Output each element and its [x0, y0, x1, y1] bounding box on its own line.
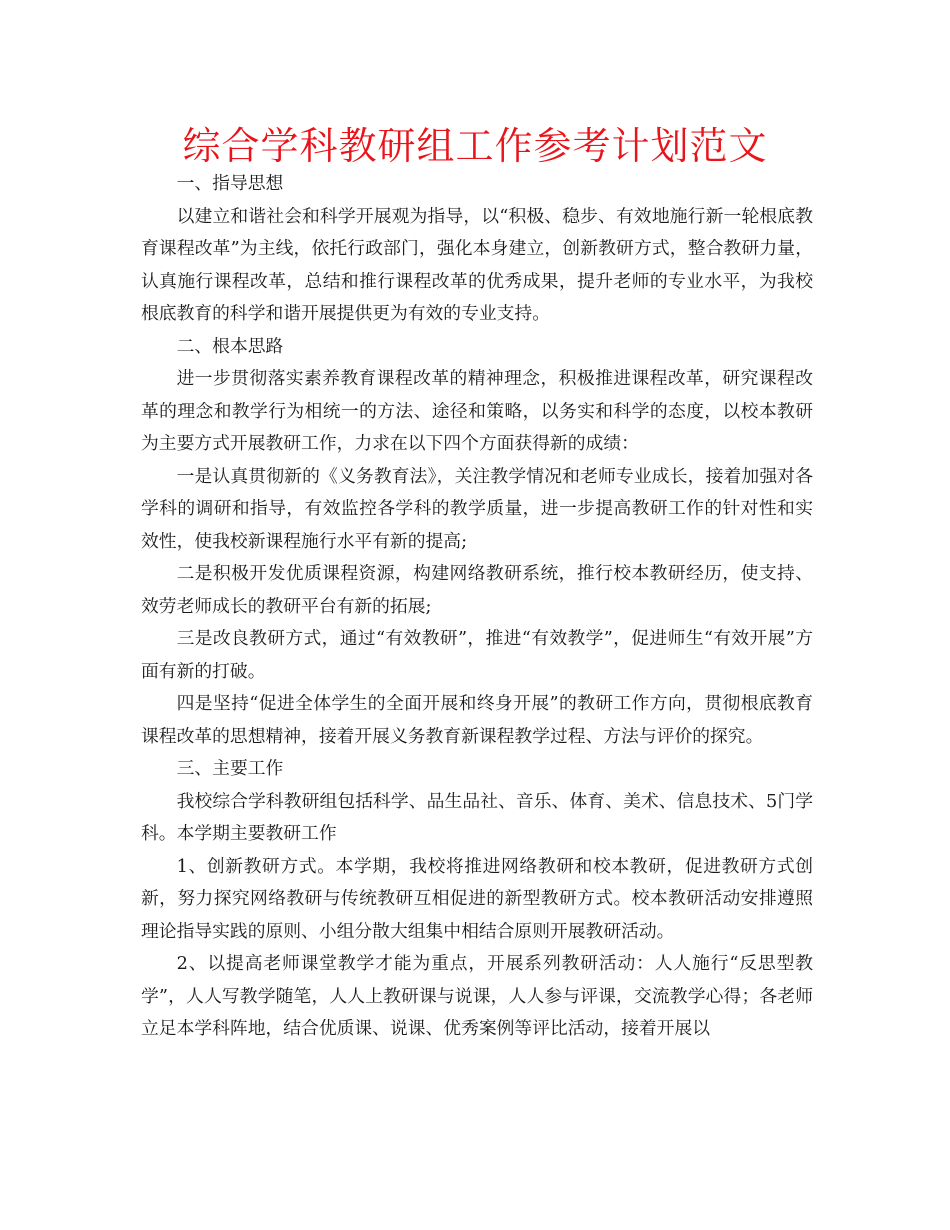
paragraph: 三是改良教研方式，通过“有效教研”，推进“有效教学”，促进师生“有效开展”方面有新的打破。 [141, 628, 813, 682]
paragraph: 1、创新教研方式。本学期，我校将推进网络教研和校本教研，促进教研方式创新，努力探究网络教研与传统教研互相促进的新型教研方式。校本教研活动安排遵照理论指导实践的原则、小组分散大组集中相结合原则开展教研活动。 [141, 855, 813, 942]
document-body [141, 168, 813, 1046]
section-heading-main-work: 三、主要工作 [176, 758, 284, 779]
paragraph: 我校综合学科教研组包括科学、品生品社、音乐、体育、美术、信息技术、5门学科。本学期主要教研工作 [141, 790, 813, 844]
paragraph: 一是认真贯彻新的《义务教育法》，关注教学情况和老师专业成长，接着加强对各学科的调研和指导，有效监控各学科的教学质量，进一步提高教研工作的针对性和实效性，使我校新课程施行水平有新的提高; [141, 465, 813, 552]
paragraph: 以建立和谐社会和科学开展观为指导，以“积极、稳步、有效地施行新一轮根底教育课程改革”为主线，依托行政部门，强化本身建立，创新教研方式，整合教研力量，认真施行课程改革，总结和推行课程改革的优秀成果，提升老师的专业水平，为我校根底教育的科学和谐开展提供更为有效的专业支持。 [141, 205, 813, 324]
paragraph: 二是积极开发优质课程资源，构建网络教研系统，推行校本教研经历，使支持、效劳老师成长的教研平台有新的拓展; [141, 563, 813, 617]
document-title: 综合学科教研组工作参考计划范文 [182, 124, 768, 168]
paragraph: 2、以提高老师课堂教学才能为重点，开展系列教研活动：人人施行“反思型教学”，人人写教学随笔，人人上教研课与说课，人人参与评课，交流教学心得；各老师立足本学科阵地，结合优质课、说课、优秀案例等评比活动，接着开展以 [141, 953, 813, 1039]
section-heading-guiding-ideology: 一、指导思想 [176, 173, 284, 194]
paragraph: 四是坚持“促进全体学生的全面开展和终身开展”的教研工作方向，贯彻根底教育课程改革的思想精神，接着开展义务教育新课程教学过程、方法与评价的探究。 [141, 693, 813, 747]
section-heading-basic-approach: 二、根本思路 [176, 335, 284, 357]
paragraph: 进一步贯彻落实素养教育课程改革的精神理念，积极推进课程改革，研究课程改革的理念和教学行为相统一的方法、途径和策略，以务实和科学的态度，以校本教研为主要方式开展教研工作，力求在以下四个方面获得新的成绩： [141, 368, 813, 454]
